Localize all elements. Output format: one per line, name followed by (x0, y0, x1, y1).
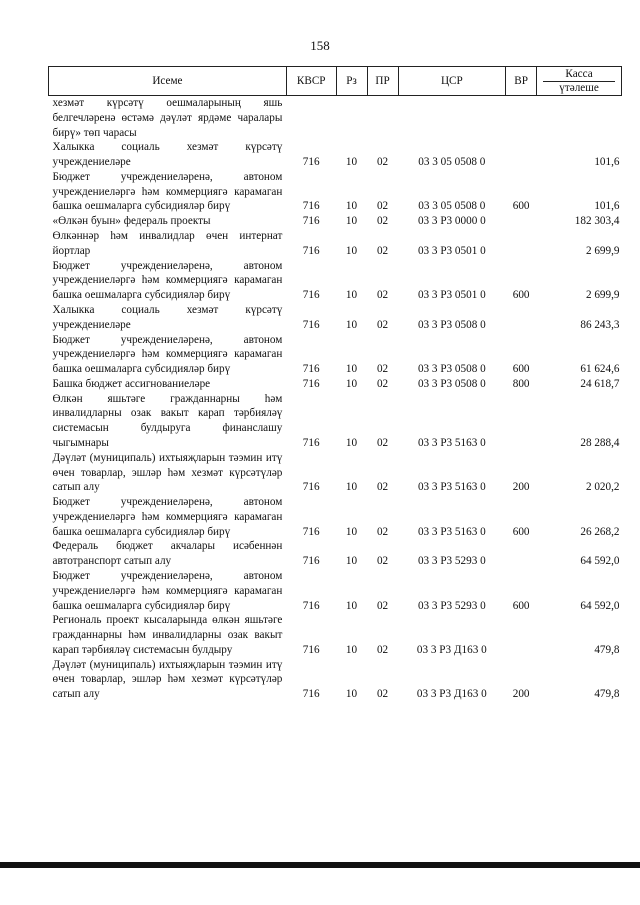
cell-pr: 02 (376, 525, 389, 538)
table-row (49, 539, 622, 569)
cell-csr: 03 3 P3 0508 0 (417, 377, 486, 390)
cell-csr: 03 3 P3 0508 0 (417, 363, 486, 376)
cell-kvsr: 716 (302, 215, 320, 228)
cell-csr: 03 3 P3 5293 0 (417, 599, 486, 612)
cell-pr: 02 (376, 318, 389, 331)
table-row (49, 451, 622, 495)
cell-vr (506, 140, 537, 170)
table-row (49, 377, 622, 392)
header-name: Исеме (49, 67, 287, 96)
cell-name: Федераль бюджет акчалары исәбеннән автотранспорт сатып алу (52, 540, 283, 568)
cell-vr (506, 392, 537, 451)
cell-rz: 10 (345, 200, 358, 213)
cell-name: Өлкәннәр һәм инвалидлар өчен интернат йортлар (52, 230, 283, 257)
cell-csr (398, 96, 506, 141)
cell-sum: 61 624,6 (580, 363, 620, 376)
cell-rz: 10 (345, 599, 358, 612)
cell-name: Өлкән яшьтәге гражданнарны һәм инвалидларны озак вакыт карап тәрбияләү системасын булдыруга финанслашу чыгымнары (52, 392, 283, 449)
cell-csr: 03 3 P3 0501 0 (417, 289, 486, 302)
cell-name: Бюджет учреждениеләренә, автоном учреждениеләргә һәм коммерциягә карамаган башка оешмаларга субсидияләр бирү (52, 333, 283, 376)
cell-vr (506, 303, 537, 333)
cell-vr: 600 (512, 363, 530, 376)
cell-kvsr: 716 (302, 481, 320, 494)
cell-sum: 101,6 (594, 200, 620, 213)
cell-csr: 03 3 05 0508 0 (418, 200, 486, 213)
table-row (49, 569, 622, 613)
cell-vr: 600 (512, 525, 530, 538)
table-row (49, 214, 622, 229)
table-row (49, 229, 622, 259)
table-row (49, 333, 622, 377)
cell-name: Халыкка социаль хезмәт күрсәтү учреждениеләре (52, 141, 283, 169)
cell-pr: 02 (376, 643, 389, 656)
cell-pr: 02 (376, 599, 389, 612)
table-row (49, 259, 622, 303)
cell-kvsr: 716 (302, 289, 320, 302)
cell-kvsr: 716 (302, 318, 320, 331)
cell-pr: 02 (376, 555, 389, 568)
cell-pr: 02 (376, 289, 389, 302)
cell-name: Халыкка социаль хезмәт күрсәтү учреждениеләре (52, 303, 283, 331)
cell-kvsr: 716 (302, 643, 320, 656)
cell-name: Башка бюджет ассигнованиеләре (52, 377, 211, 390)
cell-kvsr: 716 (302, 200, 320, 213)
cell-sum: 2 699,9 (585, 244, 620, 257)
cell-pr: 02 (376, 436, 389, 449)
table-body (49, 96, 622, 703)
cell-rz: 10 (345, 481, 358, 494)
cell-rz: 10 (345, 289, 358, 302)
cell-vr: 200 (512, 688, 530, 701)
cell-sum: 101,6 (594, 156, 620, 169)
header-rz: Рз (336, 67, 367, 96)
cell-pr: 02 (376, 244, 389, 257)
cell-sum (537, 96, 622, 141)
table-row (49, 140, 622, 170)
page-number: 158 (310, 38, 330, 53)
cell-pr: 02 (376, 156, 389, 169)
cell-kvsr: 716 (302, 244, 320, 257)
cell-vr (506, 539, 537, 569)
header-sum-line1: Касса (565, 68, 593, 81)
cell-sum: 86 243,3 (580, 318, 620, 331)
cell-rz: 10 (345, 318, 358, 331)
cell-pr (367, 96, 398, 141)
cell-vr (506, 229, 537, 259)
cell-vr: 800 (512, 377, 530, 390)
cell-sum: 479,8 (594, 643, 620, 656)
header-sum (537, 67, 622, 96)
budget-table (48, 66, 622, 702)
cell-kvsr: 716 (302, 363, 320, 376)
cell-sum: 26 268,2 (580, 525, 620, 538)
cell-name: Бюджет учреждениеләренә, автоном учреждениеләргә һәм коммерциягә карамаган башка оешмаларга субсидияләр бирү (52, 496, 283, 538)
cell-csr: 03 3 P3 Д163 0 (416, 643, 487, 656)
cell-rz: 10 (345, 688, 358, 701)
scan-edge-bar (0, 862, 640, 868)
cell-csr: 03 3 P3 0000 0 (417, 215, 486, 228)
table-row (49, 658, 622, 702)
cell-csr: 03 3 P3 5163 0 (417, 481, 486, 494)
table-row (49, 613, 622, 657)
table-row (49, 495, 622, 539)
cell-kvsr (286, 96, 336, 141)
cell-rz: 10 (345, 555, 358, 568)
table-row (49, 392, 622, 451)
cell-kvsr: 716 (302, 377, 320, 390)
header-sum-line2: үтәлеше (543, 81, 615, 94)
cell-sum: 182 303,4 (574, 215, 620, 228)
cell-sum: 64 592,0 (580, 599, 620, 612)
cell-vr: 200 (512, 481, 530, 494)
cell-csr: 03 3 P3 5163 0 (417, 436, 486, 449)
cell-vr (506, 613, 537, 657)
cell-kvsr: 716 (302, 156, 320, 169)
cell-name: Дәүләт (муниципаль) ихтыяҗларын тәэмин итү өчен товарлар, эшләр һәм хезмәт күрсәтүләр сатып алу (52, 658, 283, 701)
table-row (49, 303, 622, 333)
cell-kvsr: 716 (302, 525, 320, 538)
cell-csr: 03 3 05 0508 0 (418, 156, 486, 169)
cell-rz: 10 (345, 156, 358, 169)
cell-csr: 03 3 P3 5293 0 (417, 555, 486, 568)
cell-csr: 03 3 P3 Д163 0 (416, 688, 487, 701)
cell-rz: 10 (345, 215, 358, 228)
cell-pr: 02 (376, 481, 389, 494)
cell-name: Дәүләт (муниципаль) ихтыяҗларын тәэмин итү өчен товарлар, эшләр һәм хезмәт күрсәтүләр сатып алу (52, 451, 283, 494)
cell-pr: 02 (376, 215, 389, 228)
cell-sum: 28 288,4 (580, 436, 620, 449)
cell-name: Бюджет учреждениеләренә, автоном учреждениеләргә һәм коммерциягә карамаган башка оешмаларга субсидияләр бирү (52, 170, 283, 213)
cell-name: Бюджет учреждениеләренә, автоном учреждениеләргә һәм коммерциягә карамаган башка оешмаларга субсидияләр бирү (52, 570, 283, 612)
cell-sum: 2 699,9 (585, 289, 620, 302)
cell-kvsr: 716 (302, 599, 320, 612)
header-vr: ВР (506, 67, 537, 96)
cell-sum: 64 592,0 (580, 555, 620, 568)
cell-rz: 10 (345, 643, 358, 656)
cell-sum: 479,8 (594, 688, 620, 701)
cell-kvsr: 716 (302, 688, 320, 701)
cell-sum: 24 618,7 (580, 377, 620, 390)
cell-kvsr: 716 (302, 555, 320, 568)
table-row (49, 96, 622, 141)
table-header-row (49, 67, 622, 96)
cell-kvsr: 716 (302, 436, 320, 449)
cell-sum: 2 020,2 (585, 481, 620, 494)
cell-rz: 10 (345, 436, 358, 449)
cell-rz: 10 (345, 377, 358, 390)
cell-name: Бюджет учреждениеләренә, автоном учреждениеләргә һәм коммерциягә карамаган башка оешмаларга субсидияләр бирү (52, 259, 283, 302)
cell-name: «Өлкән буын» федераль проекты (52, 215, 211, 228)
cell-vr: 600 (512, 289, 530, 302)
table-row (49, 170, 622, 214)
cell-vr: 600 (512, 599, 530, 612)
header-csr: ЦСР (398, 67, 506, 96)
cell-name: Региональ проект кысаларында өлкән яшьтәге гражданнарны һәм инвалидларны озак вакыт карап тәрбияләү системасын булдыру (52, 614, 283, 656)
cell-rz: 10 (345, 525, 358, 538)
cell-rz: 10 (345, 363, 358, 376)
cell-csr: 03 3 P3 0508 0 (417, 318, 486, 331)
header-kvsr: КВСР (286, 67, 336, 96)
cell-rz: 10 (345, 244, 358, 257)
cell-pr: 02 (376, 377, 389, 390)
cell-vr (506, 214, 537, 229)
cell-pr: 02 (376, 688, 389, 701)
cell-pr: 02 (376, 363, 389, 376)
cell-rz (336, 96, 367, 141)
cell-name: хезмәт күрсәтү оешмаларының яшь белгечләренә өстәмә дәүләт ярдәме чаралары бирү» төп чарасы (52, 97, 283, 139)
cell-vr: 600 (512, 200, 530, 213)
header-pr: ПР (367, 67, 398, 96)
cell-pr: 02 (376, 200, 389, 213)
cell-csr: 03 3 P3 0501 0 (417, 244, 486, 257)
cell-csr: 03 3 P3 5163 0 (417, 525, 486, 538)
cell-vr (506, 96, 537, 141)
